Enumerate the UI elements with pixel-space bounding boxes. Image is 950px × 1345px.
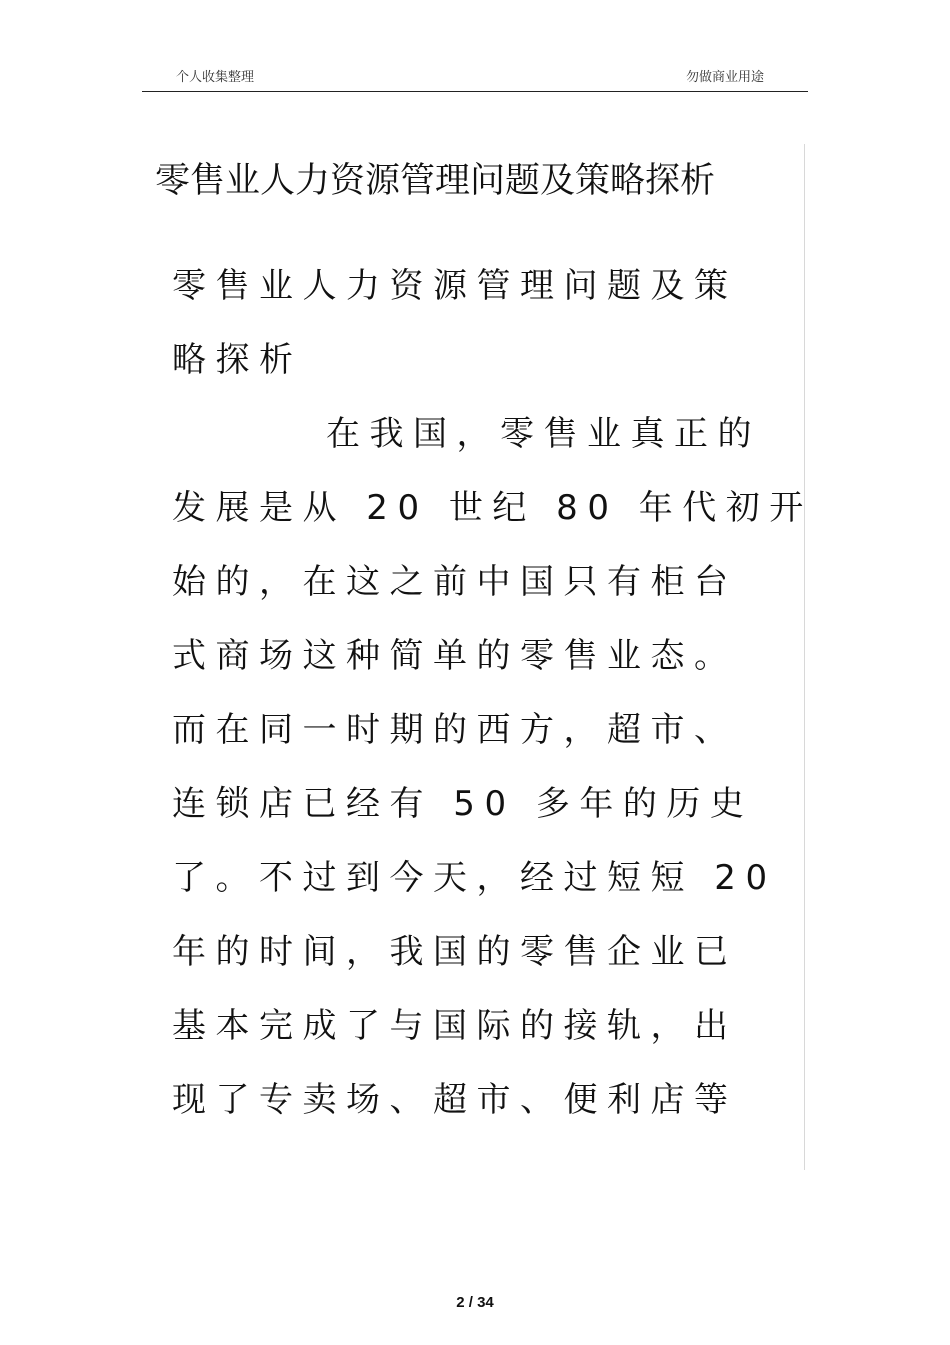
page-number: 2 / 34 — [456, 1294, 494, 1311]
paragraph-line-1: 在我国，零售业真正的 — [326, 414, 761, 454]
heading-line-2: 略探析 — [172, 340, 303, 380]
header-divider — [142, 91, 808, 92]
heading-line-1: 零售业人力资源管理问题及策 — [172, 266, 738, 306]
paragraph-line-10: 现了专卖场、超市、便利店等 — [172, 1080, 738, 1120]
header-left-note: 个人收集整理 — [176, 70, 255, 85]
paragraph-line-2: 发展是从 20 世纪 80 年代初开 — [172, 488, 813, 528]
paragraph-line-5: 而在同一时期的西方，超市、 — [172, 710, 738, 750]
header-right-note: 勿做商业用途 — [686, 70, 765, 85]
document-title: 零售业人力资源管理问题及策略探析 — [155, 161, 716, 201]
paragraph-line-6: 连锁店已经有 50 多年的历史 — [172, 784, 754, 824]
document-body — [172, 254, 813, 1142]
paragraph-line-4: 式商场这种简单的零售业态。 — [172, 636, 738, 676]
paragraph-line-9: 基本完成了与国际的接轨，出 — [172, 1006, 738, 1046]
paragraph-line-7: 了。不过到今天，经过短短 20 — [172, 858, 777, 898]
paragraph-line-3: 始的，在这之前中国只有柜台 — [172, 562, 738, 602]
paragraph-line-8: 年的时间，我国的零售企业已 — [172, 932, 738, 972]
right-margin-line — [804, 144, 805, 1170]
